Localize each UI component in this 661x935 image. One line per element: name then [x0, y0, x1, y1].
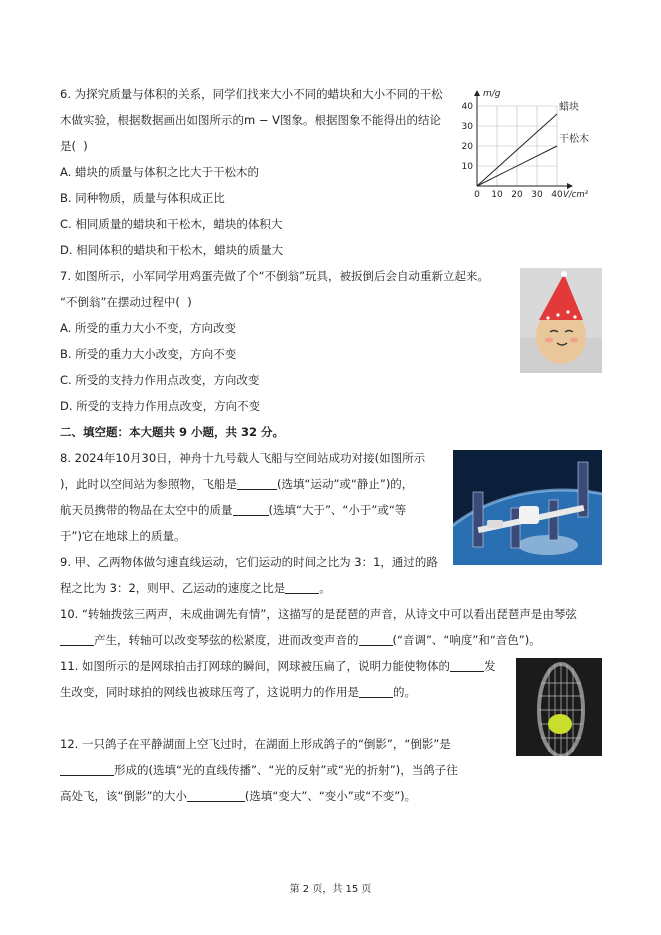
y-tick-label: 40: [461, 102, 473, 112]
answer-blank[interactable]: [359, 633, 393, 646]
q10-line2: 产生，转轴可以改变琴弦的松紧度，进而改变声音的 (“音调”、“响度”和“音色”)。: [60, 632, 541, 648]
answer-blank[interactable]: [359, 685, 393, 698]
q12-line3: 高处飞，该“倒影”的大小 (选填“变大”、“变小”或“不变”)。: [60, 789, 417, 803]
q11-line2: 生改变，同时球拍的网线也被球压弯了，这说明力的作用是 的。: [60, 685, 416, 699]
answer-blank[interactable]: [60, 763, 114, 776]
q7-option-c: C. 所受的支持力作用点改变，方向改变: [60, 373, 260, 387]
x-tick-label: 0: [474, 190, 480, 200]
x-tick-label: 30: [531, 190, 543, 200]
q7-option-a: A. 所受的重力大小不变，方向改变: [60, 321, 236, 335]
q7-stem-line1: 7. 如图所示，小军同学用鸡蛋壳做了个“不倒翁”玩具，被扳倒后会自动重新立起来。: [60, 269, 490, 283]
q11-line1: 11. 如图所示的是网球拍击打网球的瞬间，网球被压扁了，说明力能使物体的 发: [60, 659, 496, 673]
q6-option-c: C. 相同质量的蜡块和干松木，蜡块的体积大: [60, 217, 283, 231]
y-axis-arrow: [474, 90, 480, 96]
series-label: 干松木: [559, 134, 589, 145]
q8-line3: 航天员携带的物品在太空中的质量 (选填“大于”、“小于”或“等: [60, 503, 407, 517]
q6-stem-line2: 木做实验，根据数据画出如图所示的m − V图象。根据图象不能得出的结论: [60, 113, 442, 127]
q10-line1: 10. “转轴拨弦三两声，未成曲调先有情”，这描写的是琵琶的声音，从诗文中可以看出琵琶声是由琴弦: [60, 607, 577, 621]
q8-line1: 8. 2024年10月30日，神舟十九号载人飞船与空间站成功对接(如图所示: [60, 451, 426, 465]
q9-line2: 程之比为 3：2，则甲、乙运动的速度之比是 。: [60, 581, 331, 595]
x-tick-label: 10: [491, 190, 503, 200]
section-heading: 二、填空题：本大题共 9 小题，共 32 分。: [60, 425, 285, 439]
y-tick-label: 30: [461, 122, 473, 132]
tennis-ball: [548, 714, 572, 734]
m-v-graph: [455, 82, 605, 202]
x-tick-label: 40: [551, 190, 563, 200]
x-axis-label: V/cm³: [563, 190, 589, 200]
page-footer: 第 2 页，共 15 页: [289, 884, 372, 895]
answer-blank[interactable]: [187, 789, 245, 802]
x-axis-arrow: [567, 183, 573, 189]
q8-line2: )，此时以空间站为参照物，飞船是 (选填“运动”或“静止”)的，: [60, 477, 414, 491]
q12-line2: 形成的(选填“光的直线传播”、“光的反射”或“光的折射”)，当鸽子往: [60, 762, 458, 778]
q9-line1: 9. 甲、乙两物体做匀速直线运动，它们运动的时间之比为 3：1，通过的路: [60, 555, 438, 569]
q6-stem-line3: 是( ): [60, 139, 88, 153]
tumbler-egg-image: [520, 268, 602, 373]
q7-stem-line2: “不倒翁”在摆动过程中( ): [60, 295, 192, 309]
answer-blank[interactable]: [233, 503, 269, 516]
x-tick-label: 20: [511, 190, 523, 200]
q6-option-d: D. 相同体积的蜡块和干松木，蜡块的质量大: [60, 243, 284, 257]
y-tick-label: 20: [461, 142, 473, 152]
answer-blank[interactable]: [237, 477, 277, 490]
q8-line4: 于”)它在地球上的质量。: [60, 529, 186, 543]
q7-option-d: D. 所受的支持力作用点改变，方向不变: [60, 399, 261, 413]
q6-stem-line1: 6. 为探究质量与体积的关系，同学们找来大小不同的蜡块和大小不同的干松: [60, 87, 443, 101]
q6-option-b: B. 同种物质，质量与体积成正比: [60, 191, 225, 205]
y-axis-label: m/g: [483, 89, 501, 99]
y-tick-label: 10: [461, 162, 473, 172]
space-station-image: [453, 450, 602, 565]
answer-blank[interactable]: [60, 633, 94, 646]
answer-blank[interactable]: [285, 581, 319, 594]
tennis-racket-image: [516, 658, 602, 756]
q7-option-b: B. 所受的重力大小改变，方向不变: [60, 347, 237, 361]
q6-option-a: A. 蜡块的质量与体积之比大于干松木的: [60, 165, 259, 179]
answer-blank[interactable]: [450, 659, 484, 672]
series-label: 蜡块: [559, 102, 579, 113]
q12-line1: 12. 一只鸽子在平静湖面上空飞过时，在湖面上形成鸽子的“倒影”，“倒影”是: [60, 737, 451, 751]
